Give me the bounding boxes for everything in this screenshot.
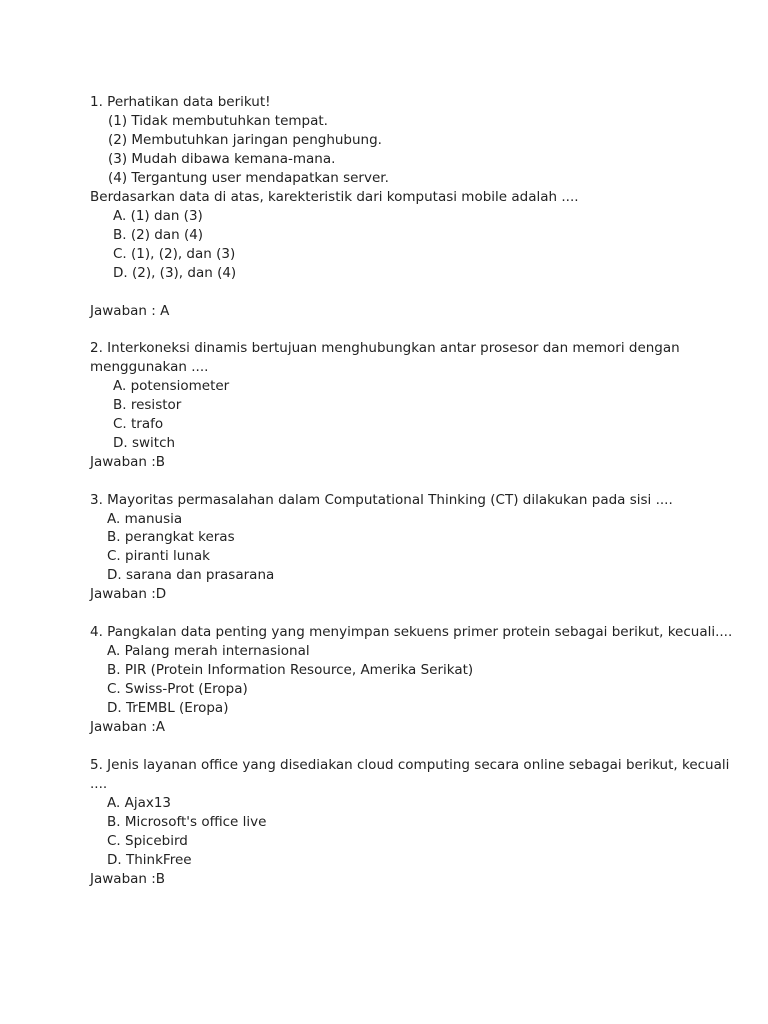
question-4-option-b: B. PIR (Protein Information Resource, Amerika Serikat) (107, 662, 474, 678)
question-3-text: 3. Mayoritas permasalahan dalam Computational Thinking (CT) dilakukan pada sisi .... (90, 492, 673, 508)
question-1-option-c: C. (1), (2), dan (3) (113, 246, 236, 262)
question-1-prompt: Berdasarkan data di atas, karekteristik dari komputasi mobile adalah .... (90, 189, 579, 205)
question-5-text-line-2: .... (90, 776, 108, 792)
question-2-text-line-1: 2. Interkoneksi dinamis bertujuan menghubungkan antar prosesor dan memori dengan (90, 340, 680, 356)
statement-4: (4) Tergantung user mendapatkan server. (108, 170, 389, 186)
question-3-option-c: C. piranti lunak (107, 548, 210, 564)
question-3-answer: Jawaban :D (90, 586, 167, 602)
question-1-text: 1. Perhatikan data berikut! (90, 94, 271, 110)
question-1-option-a: A. (1) dan (3) (113, 208, 203, 224)
question-4-option-c: C. Swiss-Prot (Eropa) (107, 681, 248, 697)
question-5-answer: Jawaban :B (90, 871, 166, 887)
question-2-answer: Jawaban :B (90, 454, 166, 470)
question-2-option-d: D. switch (113, 435, 176, 451)
question-4-option-d: D. TrEMBL (Eropa) (107, 700, 229, 716)
question-4-option-a: A. Palang merah internasional (107, 643, 310, 659)
question-4-text: 4. Pangkalan data penting yang menyimpan sekuens primer protein sebagai berikut, kecuali.... (90, 624, 733, 640)
question-4-answer: Jawaban :A (90, 719, 166, 735)
question-5-option-b: B. Microsoft's office live (107, 814, 267, 830)
question-5-option-d: D. ThinkFree (107, 852, 192, 868)
question-2-text-line-2: menggunakan .... (90, 359, 209, 375)
question-5-text-line-1: 5. Jenis layanan office yang disediakan cloud computing secara online sebagai berikut, kecuali (90, 757, 730, 773)
question-1-answer: Jawaban : A (90, 303, 170, 319)
question-3-option-d: D. sarana dan prasarana (107, 567, 275, 583)
question-3-option-b: B. perangkat keras (107, 529, 235, 545)
question-1-option-b: B. (2) dan (4) (113, 227, 204, 243)
question-3-option-a: A. manusia (107, 511, 183, 527)
question-2-option-a: A. potensiometer (113, 378, 230, 394)
question-5-option-a: A. Ajax13 (107, 795, 172, 811)
statement-2: (2) Membutuhkan jaringan penghubung. (108, 132, 382, 148)
question-1-option-d: D. (2), (3), dan (4) (113, 265, 237, 281)
question-2-option-b: B. resistor (113, 397, 182, 413)
statement-3: (3) Mudah dibawa kemana-mana. (108, 151, 336, 167)
question-5-option-c: C. Spicebird (107, 833, 188, 849)
statement-1: (1) Tidak membutuhkan tempat. (108, 113, 328, 129)
question-2-option-c: C. trafo (113, 416, 164, 432)
